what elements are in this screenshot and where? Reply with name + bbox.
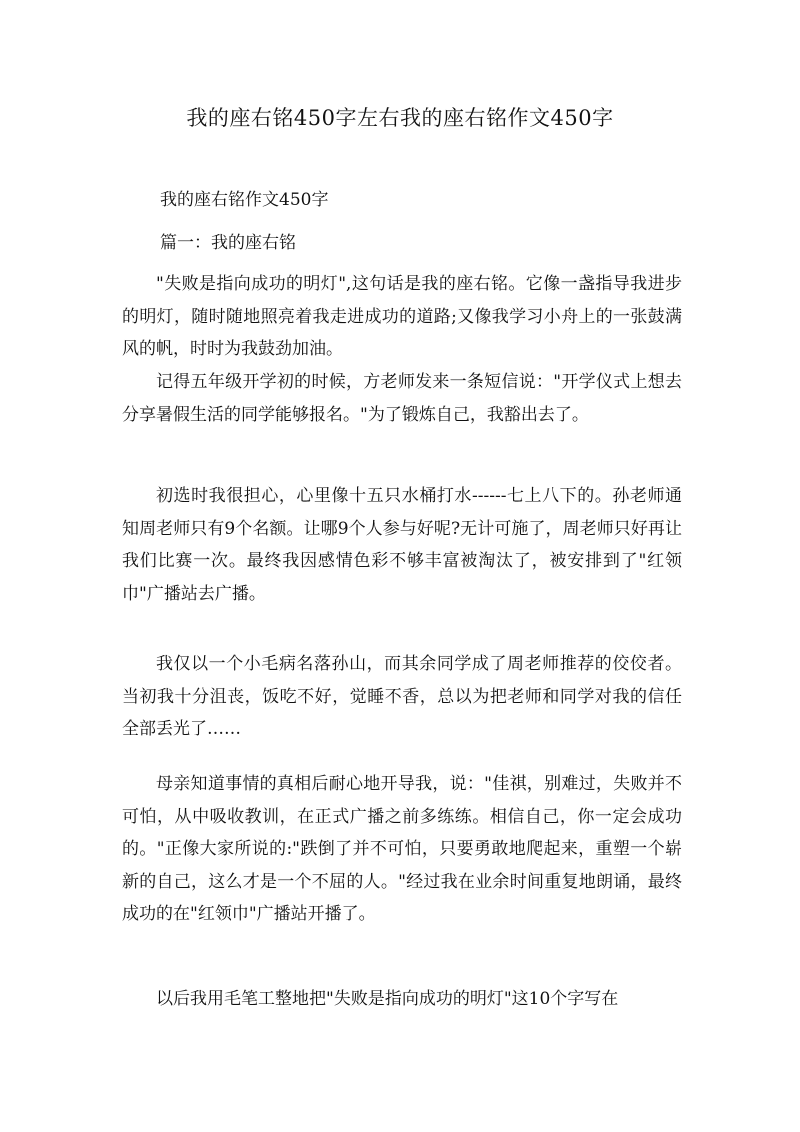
section-heading: 篇一：我的座右铭 (160, 233, 296, 253)
paragraph: 以后我用毛笔工整地把"失败是指向成功的明灯"这10个字写在 (156, 989, 619, 1009)
document-title: 我的座右铭450字左右我的座右铭作文450字 (186, 106, 614, 130)
paragraph: 我仅以一个小毛病名落孙山，而其余同学成了周老师推荐的佼佼者。当初我十分沮丧，饭吃不好，觉睡不香，总以为把老师和同学对我的信任全部丢光了…… (122, 654, 682, 739)
document-subtitle: 我的座右铭作文450字 (160, 190, 329, 210)
paragraph: 记得五年级开学初的时候，方老师发来一条短信说："开学仪式上想去分享暑假生活的同学能够报名。"为了锻炼自己，我豁出去了。 (122, 372, 682, 425)
paragraph: 初选时我很担心，心里像十五只水桶打水------七上八下的。孙老师通知周老师只有9个名额。让哪9个人参与好呢?无计可施了，周老师只好再让我们比赛一次。最终我因感情色彩不够丰富被淘汰了，被安排到了"红领巾"广播站去广播。 (122, 486, 682, 604)
paragraph: 母亲知道事情的真相后耐心地开导我，说："佳祺，别难过，失败并不可怕，从中吸收教训，在正式广播之前多练练。相信自己，你一定会成功的。"正像大家所说的:"跌倒了并不可怕，只要勇敢地爬起来，重塑一个崭新的自己，这么才是一个不屈的人。"经过我在业余时间重复地朗诵，最终成功的在"红领巾"广播站开播了。 (122, 774, 682, 924)
paragraph: "失败是指向成功的明灯",这句话是我的座右铭。它像一盏指导我进步的明灯，随时随地照亮着我走进成功的道路;又像我学习小舟上的一张鼓满风的帆，时时为我鼓劲加油。 (122, 274, 682, 359)
